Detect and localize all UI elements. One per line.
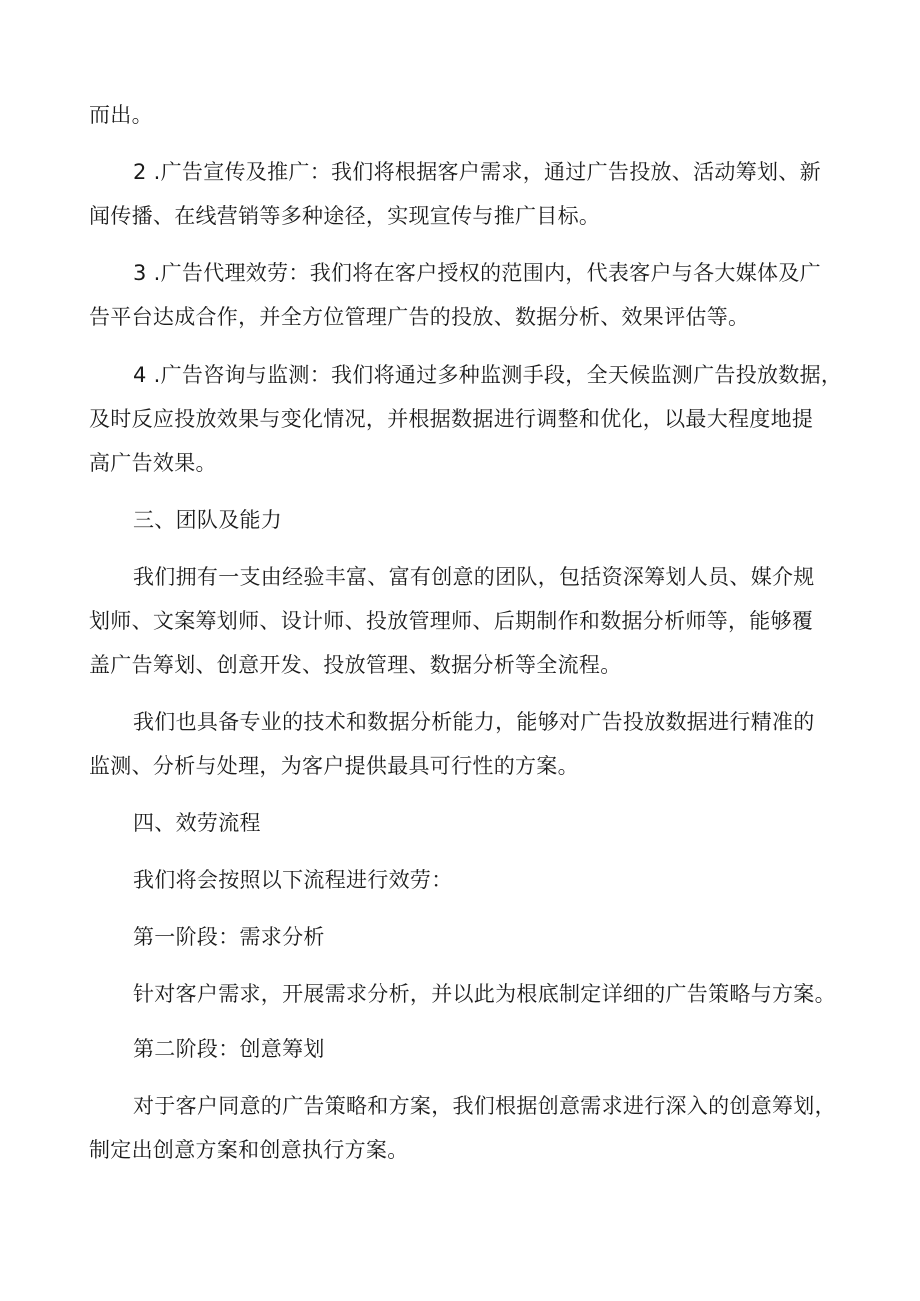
text-line: 而出。 bbox=[89, 103, 153, 127]
list-item-4-line-1: 4 .广告咨询与监测：我们将通过多种监测手段，全天候监测广告投放数据， bbox=[133, 363, 843, 387]
team-paragraph-2-line-1: 我们也具备专业的技术和数据分析能力，能够对广告投放数据进行精准的 bbox=[133, 710, 815, 734]
stage-1-heading: 第一阶段：需求分析 bbox=[133, 925, 325, 949]
list-item-4-line-3: 高广告效果。 bbox=[89, 451, 217, 475]
list-item-2-line-2: 闻传播、在线营销等多种途径，实现宣传与推广目标。 bbox=[89, 204, 601, 228]
team-paragraph-1-line-3: 盖广告筹划、创意开发、投放管理、数据分析等全流程。 bbox=[89, 653, 622, 677]
section-heading-process: 四、效劳流程 bbox=[133, 811, 261, 835]
team-paragraph-2-line-2: 监测、分析与处理，为客户提供最具可行性的方案。 bbox=[89, 754, 579, 778]
process-intro: 我们将会按照以下流程进行效劳： bbox=[133, 868, 453, 892]
stage-2-text-line-2: 制定出创意方案和创意执行方案。 bbox=[89, 1138, 409, 1162]
list-item-2-line-1: 2 .广告宣传及推广：我们将根据客户需求，通过广告投放、活动筹划、新 bbox=[133, 160, 821, 184]
team-paragraph-1-line-2: 划师、文案筹划师、设计师、投放管理师、后期制作和数据分析师等，能够覆 bbox=[89, 609, 814, 633]
stage-1-text: 针对客户需求，开展需求分析，并以此为根底制定详细的广告策略与方案。 bbox=[133, 982, 836, 1006]
list-item-3-line-1: 3 .广告代理效劳：我们将在客户授权的范围内，代表客户与各大媒体及广 bbox=[133, 261, 821, 285]
list-item-3-line-2: 告平台达成合作，并全方位管理广告的投放、数据分析、效果评估等。 bbox=[89, 305, 750, 329]
stage-2-text-line-1: 对于客户同意的广告策略和方案，我们根据创意需求进行深入的创意筹划， bbox=[133, 1094, 836, 1118]
list-item-4-line-2: 及时反应投放效果与变化情况，并根据数据进行调整和优化，以最大程度地提 bbox=[89, 407, 814, 431]
stage-2-heading: 第二阶段：创意筹划 bbox=[133, 1037, 325, 1061]
team-paragraph-1-line-1: 我们拥有一支由经验丰富、富有创意的团队，包括资深筹划人员、媒介规 bbox=[133, 565, 815, 589]
section-heading-team: 三、团队及能力 bbox=[133, 508, 283, 532]
